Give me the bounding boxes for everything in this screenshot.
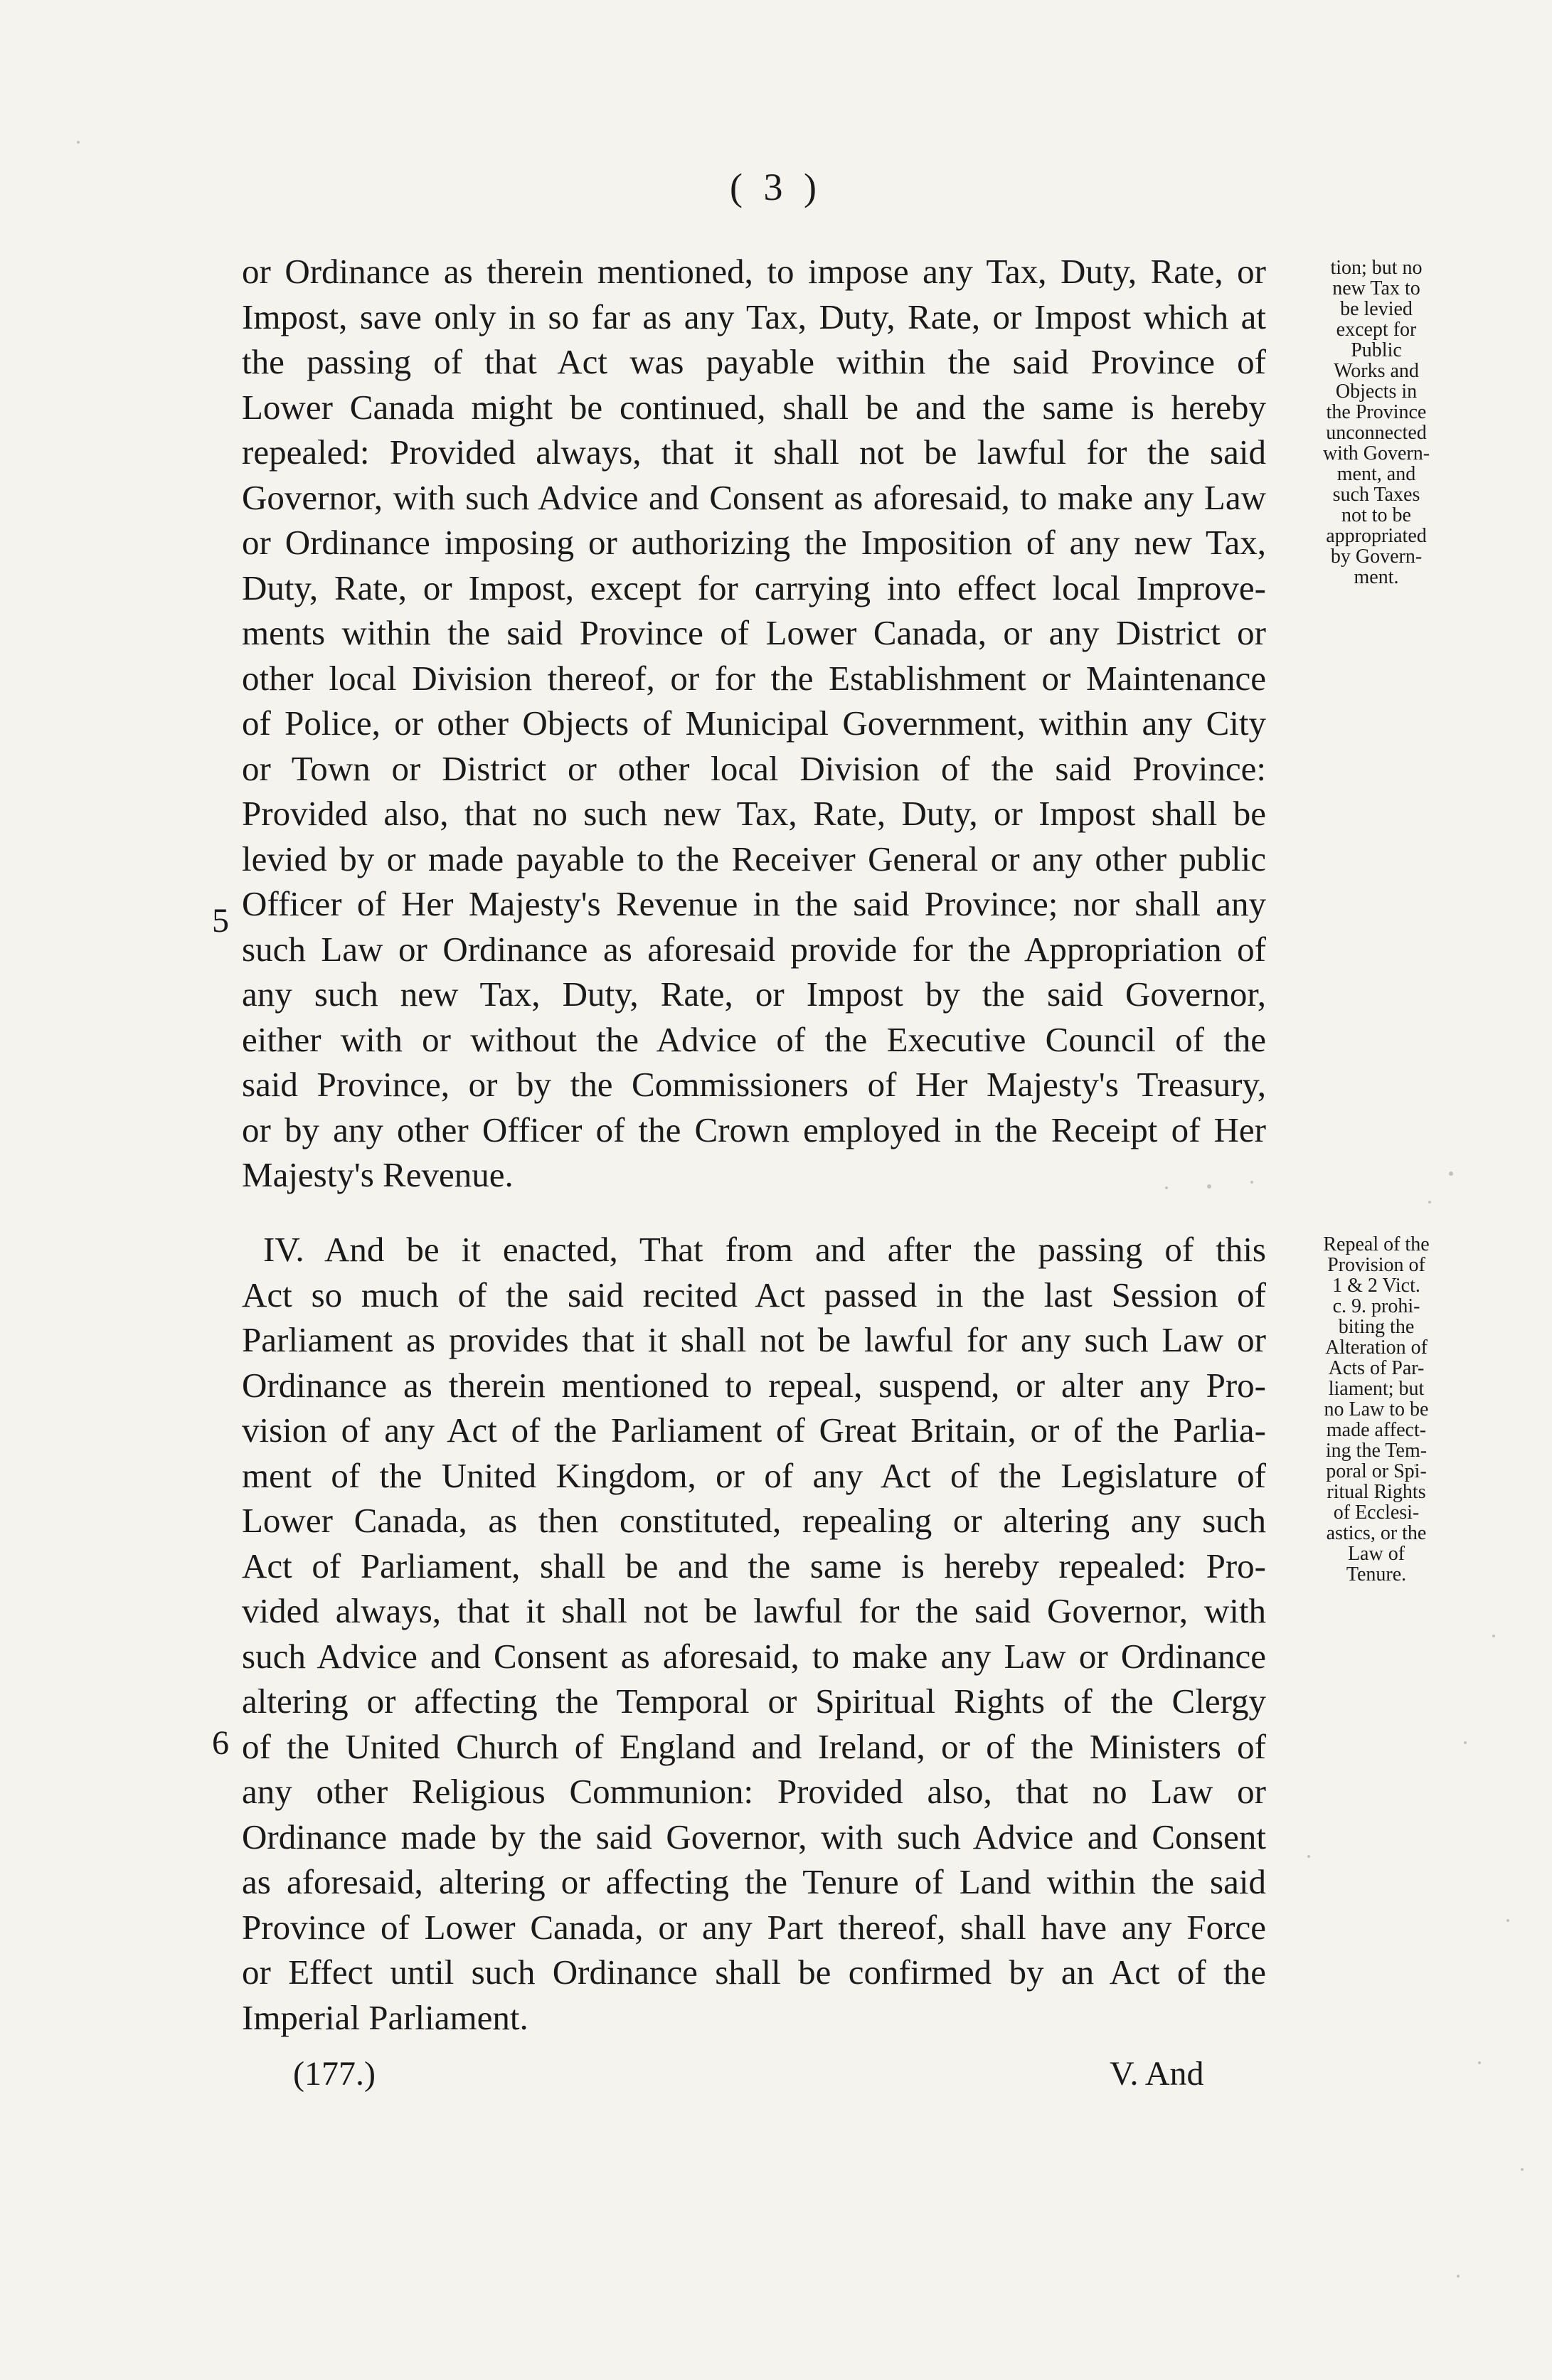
margin-note-line: ritual Rights — [1327, 1481, 1426, 1503]
text-line: Lower Canada, as then constituted, repealing or altering any such — [242, 1501, 1266, 1540]
margin-note-line: Objects in — [1335, 381, 1418, 403]
text-line: Provided also, that no such new Tax, Rate, Duty, or Impost shall be — [242, 794, 1266, 833]
text-line: of the United Church of England and Ireland, or of the Ministers of — [242, 1726, 1266, 1766]
text-line: or Effect until such Ordinance shall be confirmed by an Act of the — [242, 1953, 1266, 1992]
text-line: Province of Lower Canada, or any Part thereof, shall have any Force — [242, 1907, 1266, 1947]
text-line: or Town or District or other local Division of the said Province: — [242, 748, 1266, 788]
margin-note-line: except for — [1336, 319, 1417, 341]
text-line: vision of any Act of the Parliament of Great Britain, or of the Parlia- — [242, 1411, 1266, 1450]
text-line: Officer of Her Majesty's Revenue in the said Province; nor shall any — [242, 884, 1266, 923]
margin-note-line: made affect- — [1326, 1419, 1427, 1441]
catchword: V. And — [1110, 2055, 1204, 2093]
margin-note-line: Works and — [1334, 360, 1419, 382]
text-line: ments within the said Province of Lower Canada, or any District or — [242, 613, 1266, 652]
text-line: Imperial Parliament. — [242, 1997, 528, 2037]
margin-note-line: 1 & 2 Vict. — [1332, 1275, 1420, 1297]
text-line: levied by or made payable to the Receiver General or any other public — [242, 839, 1266, 878]
margin-note-line: poral or Spi- — [1326, 1460, 1427, 1482]
margin-note-line: ing the Tem- — [1325, 1440, 1428, 1462]
text-line: altering or affecting the Temporal or Spiritual Rights of the Clergy — [242, 1682, 1266, 1721]
margin-note-line: Alteration of — [1325, 1337, 1428, 1359]
text-line: Ordinance made by the said Governor, with such Advice and Consent — [242, 1817, 1266, 1856]
margin-note-line: Public — [1351, 339, 1402, 361]
text-line: any such new Tax, Duty, Rate, or Impost by the said Governor, — [242, 974, 1266, 1014]
margin-note-line: of Ecclesi- — [1333, 1502, 1420, 1524]
margin-note-line: Law of — [1347, 1543, 1405, 1565]
text-line: vided always, that it shall not be lawful for the said Governor, with — [242, 1591, 1266, 1630]
line-number: 6 — [212, 1724, 229, 1762]
margin-note-line: not to be — [1341, 504, 1411, 526]
margin-note-line: the Province — [1326, 401, 1427, 423]
margin-note-line: c. 9. prohi- — [1332, 1295, 1420, 1317]
text-line: said Province, or by the Commissioners of Her Majesty's Treasury, — [242, 1065, 1266, 1104]
text-line: the passing of that Act was payable within the said Province of — [242, 342, 1266, 381]
margin-note-line: astics, or the — [1326, 1522, 1427, 1544]
text-line: such Law or Ordinance as aforesaid provide for the Appropriation of — [242, 929, 1266, 969]
printer-signature: (177.) — [293, 2055, 376, 2093]
margin-note-line: tion; but no — [1330, 257, 1423, 279]
text-line: Parliament as provides that it shall not be lawful for any such Law or — [242, 1320, 1266, 1359]
margin-note-line: such Taxes — [1332, 484, 1420, 506]
margin-note-line: with Govern- — [1322, 442, 1430, 464]
text-line: any other Religious Communion: Provided also, that no Law or — [242, 1772, 1266, 1811]
margin-note-line: liament; but — [1328, 1378, 1425, 1400]
text-line: or by any other Officer of the Crown employed in the Receipt of Her — [242, 1110, 1266, 1149]
text-line: either with or without the Advice of the Executive Council of the — [242, 1019, 1266, 1059]
text-line: Act so much of the said recited Act passed in the last Session of — [242, 1275, 1266, 1314]
text-line: Governor, with such Advice and Consent as aforesaid, to make any Law — [242, 477, 1266, 517]
text-line: Act of Parliament, shall be and the same is hereby repealed: Pro- — [242, 1546, 1266, 1585]
margin-note-line: Tenure. — [1346, 1563, 1407, 1585]
margin-note-line: Provision of — [1327, 1254, 1425, 1276]
text-line: Impost, save only in so far as any Tax, Duty, Rate, or Impost which at — [242, 297, 1266, 336]
text-line: Lower Canada might be continued, shall be and the same is hereby — [242, 387, 1266, 427]
text-line: other local Division thereof, or for the Establishment or Maintenance — [242, 658, 1266, 698]
margin-note-line: new Tax to — [1332, 277, 1420, 299]
text-line: as aforesaid, altering or affecting the Tenure of Land within the said — [242, 1862, 1266, 1901]
page-number: ( 3 ) — [730, 166, 822, 208]
margin-note-line: ment. — [1354, 566, 1399, 588]
margin-note-line: unconnected — [1326, 422, 1427, 444]
margin-note-line: appropriated — [1326, 525, 1427, 547]
margin-note-line: biting the — [1338, 1316, 1415, 1338]
text-line: repealed: Provided always, that it shall not be lawful for the said — [242, 432, 1266, 472]
text-line: or Ordinance imposing or authorizing the Imposition of any new Tax, — [242, 523, 1266, 562]
text-line: or Ordinance as therein mentioned, to impose any Tax, Duty, Rate, or — [242, 252, 1266, 291]
margin-note-line: Repeal of the — [1323, 1233, 1430, 1255]
text-line: ment of the United Kingdom, or of any Act of the Legislature of — [242, 1455, 1266, 1495]
text-line: of Police, or other Objects of Municipal Government, within any City — [242, 703, 1266, 743]
margin-note-line: by Govern- — [1330, 546, 1423, 568]
text-line: Duty, Rate, or Impost, except for carrying into effect local Improve- — [242, 568, 1266, 607]
text-line: Majesty's Revenue. — [242, 1155, 514, 1194]
margin-note-line: ment, and — [1336, 463, 1416, 485]
margin-note-line: be levied — [1340, 298, 1413, 320]
line-number: 5 — [212, 902, 229, 940]
text-line: such Advice and Consent as aforesaid, to make any Law or Ordinance — [242, 1636, 1266, 1676]
margin-note-line: Acts of Par- — [1328, 1357, 1425, 1379]
text-line: Ordinance as therein mentioned to repeal, suspend, or alter any Pro- — [242, 1365, 1266, 1405]
text-line: IV. And be it enacted, That from and after the passing of this — [263, 1230, 1266, 1269]
margin-note-line: no Law to be — [1324, 1398, 1429, 1420]
